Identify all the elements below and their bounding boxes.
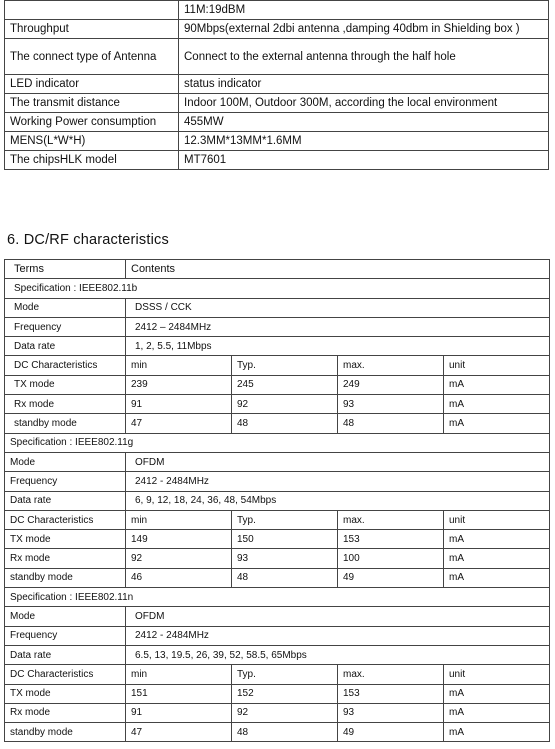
spec-row [5, 113, 549, 132]
spec-value: 90Mbps(external 2dbi antenna ,damping 40dbm in Shielding box ) [179, 20, 549, 39]
dc-mode-label: standby mode [5, 568, 126, 587]
dc-measurement-row [5, 723, 550, 742]
spec-row [5, 75, 549, 94]
dc-value-cell: mA [444, 723, 550, 742]
data-rate-value: 6.5, 13, 19.5, 26, 39, 52, 58.5, 65Mbps [126, 645, 550, 664]
dc-value-cell: mA [444, 549, 550, 568]
frequency-row [5, 472, 550, 491]
specification-label: Specification : IEEE802.11g [5, 433, 550, 452]
contents-header: Contents [126, 260, 550, 279]
dc-value-cell: mA [444, 375, 550, 394]
data-rate-row [5, 337, 550, 356]
spec-label: Working Power consumption [5, 113, 179, 132]
specification-row [5, 279, 550, 298]
dc-value-cell: 245 [232, 375, 338, 394]
dc-measurement-row [5, 549, 550, 568]
spec-row [5, 39, 549, 75]
spec-label: The transmit distance [5, 94, 179, 113]
spec-row [5, 1, 549, 20]
dc-header-cell: Typ. [232, 510, 338, 529]
dc-value-cell: 91 [126, 703, 232, 722]
frequency-value: 2412 - 2484MHz [126, 626, 550, 645]
dc-header-cell: max. [338, 665, 444, 684]
terms-header: Terms [5, 260, 126, 279]
spec-row [5, 94, 549, 113]
rf-header-row [5, 260, 550, 279]
frequency-label: Frequency [5, 626, 126, 645]
spec-label: Throughput [5, 20, 179, 39]
spec-value: 11M:19dBM [179, 1, 549, 20]
dc-value-cell: 93 [338, 703, 444, 722]
spec-label: The chipsHLK model [5, 151, 179, 170]
mode-label: Mode [5, 298, 126, 317]
dc-header-cell: min [126, 356, 232, 375]
mode-value: OFDM [126, 452, 550, 471]
mode-label: Mode [5, 607, 126, 626]
frequency-label: Frequency [5, 472, 126, 491]
spec-label: LED indicator [5, 75, 179, 94]
dc-value-cell: 249 [338, 375, 444, 394]
dc-mode-label: TX mode [5, 530, 126, 549]
dc-header-cell: max. [338, 510, 444, 529]
specification-label: Specification : IEEE802.11b [5, 279, 550, 298]
dc-value-cell: 151 [126, 684, 232, 703]
dc-value-cell: 152 [232, 684, 338, 703]
dc-header-cell: DC Characteristics [5, 665, 126, 684]
section-heading: 6. DC/RF characteristics [7, 232, 169, 248]
frequency-value: 2412 - 2484MHz [126, 472, 550, 491]
dc-characteristics-header-row [5, 356, 550, 375]
module-spec-table [4, 0, 549, 170]
dc-measurement-row [5, 568, 550, 587]
dc-value-cell: mA [444, 684, 550, 703]
spec-row [5, 20, 549, 39]
dc-header-cell: DC Characteristics [5, 510, 126, 529]
data-rate-label: Data rate [5, 337, 126, 356]
dc-header-cell: unit [444, 665, 550, 684]
dc-value-cell: 48 [232, 414, 338, 433]
data-rate-label: Data rate [5, 645, 126, 664]
dc-measurement-row [5, 703, 550, 722]
dc-rf-characteristics-table [4, 259, 550, 742]
dc-measurement-row [5, 395, 550, 414]
specification-label: Specification : IEEE802.11n [5, 588, 550, 607]
spec-label: MENS(L*W*H) [5, 132, 179, 151]
dc-header-cell: unit [444, 356, 550, 375]
dc-value-cell: 239 [126, 375, 232, 394]
dc-characteristics-header-row [5, 665, 550, 684]
spec-label [5, 1, 179, 20]
spec-value: status indicator [179, 75, 549, 94]
dc-measurement-row [5, 414, 550, 433]
data-rate-value: 6, 9, 12, 18, 24, 36, 48, 54Mbps [126, 491, 550, 510]
dc-value-cell: 48 [232, 723, 338, 742]
frequency-row [5, 626, 550, 645]
dc-value-cell: 49 [338, 723, 444, 742]
dc-mode-label: Rx mode [5, 395, 126, 414]
spec-value: Indoor 100M, Outdoor 300M, according the local environment [179, 94, 549, 113]
spec-row [5, 132, 549, 151]
dc-header-cell: max. [338, 356, 444, 375]
dc-value-cell: mA [444, 703, 550, 722]
dc-mode-label: Rx mode [5, 549, 126, 568]
dc-measurement-row [5, 684, 550, 703]
dc-value-cell: 48 [232, 568, 338, 587]
data-rate-row [5, 645, 550, 664]
dc-value-cell: 92 [232, 703, 338, 722]
dc-header-cell: min [126, 665, 232, 684]
dc-value-cell: 47 [126, 414, 232, 433]
dc-value-cell: 91 [126, 395, 232, 414]
dc-value-cell: 93 [338, 395, 444, 414]
spec-value: 455MW [179, 113, 549, 132]
dc-value-cell: 48 [338, 414, 444, 433]
frequency-row [5, 317, 550, 336]
frequency-value: 2412 – 2484MHz [126, 317, 550, 336]
dc-value-cell: mA [444, 568, 550, 587]
specification-row [5, 588, 550, 607]
dc-mode-label: TX mode [5, 684, 126, 703]
dc-mode-label: standby mode [5, 723, 126, 742]
dc-value-cell: mA [444, 395, 550, 414]
dc-value-cell: mA [444, 530, 550, 549]
dc-mode-label: TX mode [5, 375, 126, 394]
specification-row [5, 433, 550, 452]
dc-value-cell: mA [444, 414, 550, 433]
data-rate-label: Data rate [5, 491, 126, 510]
dc-header-cell: Typ. [232, 356, 338, 375]
mode-label: Mode [5, 452, 126, 471]
dc-mode-label: standby mode [5, 414, 126, 433]
dc-value-cell: 93 [232, 549, 338, 568]
data-rate-value: 1, 2, 5.5, 11Mbps [126, 337, 550, 356]
dc-value-cell: 149 [126, 530, 232, 549]
dc-value-cell: 92 [126, 549, 232, 568]
spec-value: MT7601 [179, 151, 549, 170]
spec-value: 12.3MM*13MM*1.6MM [179, 132, 549, 151]
mode-value: OFDM [126, 607, 550, 626]
mode-row [5, 607, 550, 626]
dc-value-cell: 153 [338, 684, 444, 703]
dc-value-cell: 150 [232, 530, 338, 549]
dc-header-cell: Typ. [232, 665, 338, 684]
spec-row [5, 151, 549, 170]
dc-measurement-row [5, 375, 550, 394]
dc-value-cell: 46 [126, 568, 232, 587]
spec-label: The connect type of Antenna [5, 39, 179, 75]
dc-value-cell: 49 [338, 568, 444, 587]
data-rate-row [5, 491, 550, 510]
dc-header-cell: DC Characteristics [5, 356, 126, 375]
dc-value-cell: 100 [338, 549, 444, 568]
dc-header-cell: unit [444, 510, 550, 529]
dc-value-cell: 47 [126, 723, 232, 742]
mode-row [5, 298, 550, 317]
spec-value: Connect to the external antenna through the half hole [179, 39, 549, 75]
dc-header-cell: min [126, 510, 232, 529]
dc-value-cell: 153 [338, 530, 444, 549]
frequency-label: Frequency [5, 317, 126, 336]
dc-characteristics-header-row [5, 510, 550, 529]
dc-value-cell: 92 [232, 395, 338, 414]
mode-row [5, 452, 550, 471]
dc-mode-label: Rx mode [5, 703, 126, 722]
mode-value: DSSS / CCK [126, 298, 550, 317]
dc-measurement-row [5, 530, 550, 549]
